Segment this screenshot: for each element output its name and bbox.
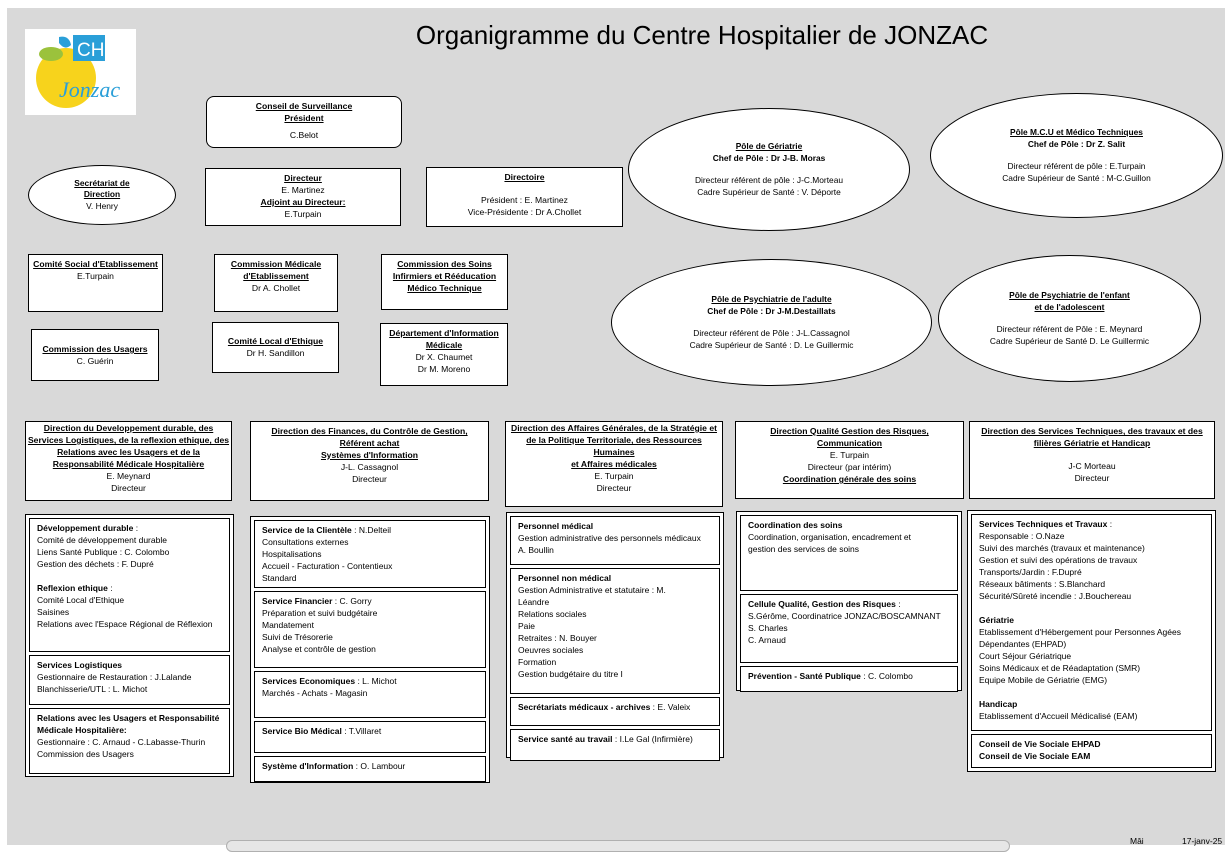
- conseil-surveillance-box: Conseil de Surveillance Président C.Belot: [206, 96, 402, 148]
- service-line: Handicap: [979, 699, 1018, 709]
- service-box: [971, 734, 1212, 768]
- footer-author: Mâi: [1130, 836, 1144, 846]
- service-line: Hospitalisations: [262, 549, 322, 559]
- logo-icon: [25, 29, 136, 115]
- directoire-box: Directoire Président : E. Martinez Vice-Présidente : Dr A.Chollet: [426, 167, 623, 227]
- service-box: [740, 666, 958, 692]
- direction-finances-box: Direction des Finances, du Contrôle de Gestion, Référent achat Systèmes d'Information J-L. Cassagnol Directeur: [250, 421, 489, 501]
- secretariat-direction-ellipse: Secrétariat de Direction V. Henry: [28, 165, 176, 225]
- svg-text:Jonzac: Jonzac: [59, 77, 121, 102]
- service-line: Consultations externes: [262, 537, 349, 547]
- footer-bar: [226, 840, 1010, 852]
- direction-dd-services-panel: [25, 514, 234, 777]
- service-line: Soins Médicaux et de Réadaptation (SMR): [979, 663, 1141, 673]
- service-line: Marchés - Achats - Magasin: [262, 688, 368, 698]
- footer-date: 17-janv-25: [1182, 836, 1223, 846]
- service-line: Relations avec les Usagers et Responsabilité: [37, 713, 220, 723]
- direction-services-techniques-panel: [967, 510, 1216, 772]
- service-line: Cellule Qualité, Gestion des Risques :: [748, 599, 901, 609]
- service-line: Responsable : O.Naze: [979, 531, 1065, 541]
- service-line: Gestionnaire : C. Arnaud - C.Labasse-Thurin: [37, 737, 206, 747]
- pole-geriatrie-ellipse: Pôle de Gériatrie Chef de Pôle : Dr J-B. Moras Directeur référent de pôle : J-C.Morteau Cadre Supérieur de Santé : V. Déporte: [628, 108, 910, 231]
- service-line: Formation: [518, 657, 557, 667]
- direction-developpement-durable-box: Direction du Developpement durable, des Services Logistiques, de la reflexion ethique, des Relations avec les Usagers et de la Responsabilité Médicale Hospitalière E. Meynard Directeur: [25, 421, 232, 501]
- service-line: Léandre: [518, 597, 550, 607]
- service-box: [254, 591, 486, 668]
- service-line: Relations sociales: [518, 609, 587, 619]
- service-line: S. Charles: [748, 623, 788, 633]
- service-line: Secrétariats médicaux - archives : E. Valeix: [518, 702, 691, 712]
- service-line: Gestion et suivi des opérations de travaux: [979, 555, 1138, 565]
- service-line: Service Financier : C. Gorry: [262, 596, 372, 606]
- csirmt-box: Commission des Soins Infirmiers et Rééducation Médico Technique: [381, 254, 508, 310]
- service-box: [510, 516, 720, 565]
- service-line: A. Boullin: [518, 545, 554, 555]
- service-line: Blanchisserie/UTL : L. Michot: [37, 684, 148, 694]
- service-box: [29, 518, 230, 652]
- service-line: Coordination des soins: [748, 520, 843, 530]
- service-line: Equipe Mobile de Gériatrie (EMG): [979, 675, 1108, 685]
- service-box: [254, 756, 486, 782]
- service-line: Système d'Information : O. Lambour: [262, 761, 406, 771]
- service-line: Sécurité/Sûreté incendie : J.Bouchereau: [979, 591, 1132, 601]
- service-line: [979, 602, 1204, 614]
- directeur-box: Directeur E. Martinez Adjoint au Directeur: E.Turpain: [205, 168, 401, 226]
- cle-box: Comité Local d'Ethique Dr H. Sandillon: [212, 322, 339, 373]
- direction-services-techniques-box: Direction des Services Techniques, des travaux et des filières Gériatrie et Handicap J-C Morteau Directeur: [969, 421, 1215, 499]
- service-box: [29, 708, 230, 774]
- service-line: [37, 570, 222, 582]
- service-box: [510, 697, 720, 726]
- service-line: Suivi des marchés (travaux et maintenance): [979, 543, 1145, 553]
- service-box: [740, 594, 958, 663]
- service-line: Services Economiques : L. Michot: [262, 676, 397, 686]
- page-title: Organigramme du Centre Hospitalier de JONZAC: [415, 20, 989, 50]
- service-line: Etablissement d'Hébergement pour Personnes Agées: [979, 627, 1181, 637]
- service-line: Personnel non médical: [518, 573, 612, 583]
- direction-affaires-generales-services-panel: [506, 512, 724, 758]
- service-line: Liens Santé Publique : C. Colombo: [37, 547, 170, 557]
- service-line: Personnel médical: [518, 521, 594, 531]
- service-line: Service Bio Médical : T.Villaret: [262, 726, 382, 736]
- service-line: Services Techniques et Travaux :: [979, 519, 1113, 529]
- service-line: S.Gérôme, Coordinatrice JONZAC/BOSCAMNANT: [748, 611, 941, 621]
- direction-finances-services-panel: [250, 516, 490, 783]
- ch-jonzac-logo: [25, 29, 136, 115]
- service-line: Service santé au travail : I.Le Gal (Infirmière): [518, 734, 693, 744]
- service-line: Oeuvres sociales: [518, 645, 584, 655]
- service-box: [254, 520, 486, 588]
- service-line: Service de la Clientèle : N.Delteil: [262, 525, 391, 535]
- service-line: Conseil de Vie Sociale EAM: [979, 751, 1091, 761]
- pole-mcu-ellipse: Pôle M.C.U et Médico Techniques Chef de Pôle : Dr Z. Salit Directeur référent de pôle : E.Turpain Cadre Supérieur de Santé : M-C.Guillon: [930, 93, 1223, 218]
- service-line: Gestion Administrative et statutaire : M.: [518, 585, 666, 595]
- service-line: Etablissement d'Accueil Médicalisé (EAM): [979, 711, 1138, 721]
- service-line: Suivi de Trésorerie: [262, 632, 333, 642]
- cme-box: Commission Médicale d'Etablissement Dr A. Chollet: [214, 254, 338, 312]
- service-line: Mandatement: [262, 620, 314, 630]
- service-line: Développement durable :: [37, 523, 139, 533]
- service-line: Conseil de Vie Sociale EHPAD: [979, 739, 1101, 749]
- direction-qualite-services-panel: [736, 511, 962, 691]
- service-line: Comité de développement durable: [37, 535, 167, 545]
- service-line: Préparation et suivi budgétaire: [262, 608, 378, 618]
- service-line: Transports/Jardin : F.Dupré: [979, 567, 1082, 577]
- service-box: [510, 568, 720, 694]
- pole-psychiatrie-adulte-ellipse: Pôle de Psychiatrie de l'adulte Chef de Pôle : Dr J-M.Destaillats Directeur référent de Pôle : J-L.Cassagnol Cadre Supérieur de Santé : D. Le Guillermic: [611, 259, 932, 386]
- direction-affaires-generales-box: Direction des Affaires Générales, de la Stratégie et de la Politique Territoriale, des Ressources Humaines et Affaires médicales E. Turpain Directeur: [505, 421, 723, 507]
- service-line: [979, 686, 1204, 698]
- service-line: Saisines: [37, 607, 70, 617]
- service-line: Retraites : N. Bouyer: [518, 633, 597, 643]
- service-line: Paie: [518, 621, 536, 631]
- service-line: Comité Local d'Ethique: [37, 595, 125, 605]
- service-box: [254, 721, 486, 753]
- service-line: Gestionnaire de Restauration : J.Lalande: [37, 672, 192, 682]
- service-line: C. Arnaud: [748, 635, 786, 645]
- service-line: Accueil - Facturation - Contentieux: [262, 561, 393, 571]
- service-line: Reflexion ethique :: [37, 583, 113, 593]
- service-line: Prévention - Santé Publique : C. Colombo: [748, 671, 913, 681]
- service-line: Analyse et contrôle de gestion: [262, 644, 376, 654]
- service-line: Gestion administrative des personnels médicaux: [518, 533, 701, 543]
- pole-psychiatrie-enfant-ellipse: Pôle de Psychiatrie de l'enfant et de l'adolescent Directeur référent de Pôle : E. Meynard Cadre Supérieur de Santé D. Le Guillermic: [938, 255, 1201, 382]
- service-line: Commission des Usagers: [37, 749, 134, 759]
- service-box: [29, 655, 230, 705]
- direction-qualite-box: Direction Qualité Gestion des Risques, Communication E. Turpain Directeur (par intérim) Coordination générale des soins: [735, 421, 964, 499]
- service-line: Dépendantes (EHPAD): [979, 639, 1067, 649]
- dim-box: Département d'Information Médicale Dr X. Chaumet Dr M. Moreno: [380, 323, 508, 386]
- service-line: gestion des services de soins: [748, 544, 860, 554]
- cse-box: Comité Social d'Etablissement E.Turpain: [28, 254, 163, 312]
- service-line: Gériatrie: [979, 615, 1014, 625]
- service-line: Court Séjour Gériatrique: [979, 651, 1072, 661]
- service-line: Relations avec l'Espace Régional de Réflexion: [37, 619, 213, 629]
- service-box: [740, 515, 958, 591]
- service-box: [254, 671, 486, 718]
- svg-text:CH: CH: [77, 40, 105, 61]
- service-line: Standard: [262, 573, 297, 583]
- service-line: Services Logistiques: [37, 660, 123, 670]
- service-line: Médicale Hospitalière:: [37, 725, 127, 735]
- service-line: Gestion budgétaire du titre I: [518, 669, 623, 679]
- service-line: Réseaux bâtiments : S.Blanchard: [979, 579, 1106, 589]
- cdu-box: Commission des Usagers C. Guérin: [31, 329, 159, 381]
- service-box: [971, 514, 1212, 731]
- service-line: Gestion des déchets : F. Dupré: [37, 559, 154, 569]
- service-line: Coordination, organisation, encadrement et: [748, 532, 912, 542]
- service-box: [510, 729, 720, 761]
